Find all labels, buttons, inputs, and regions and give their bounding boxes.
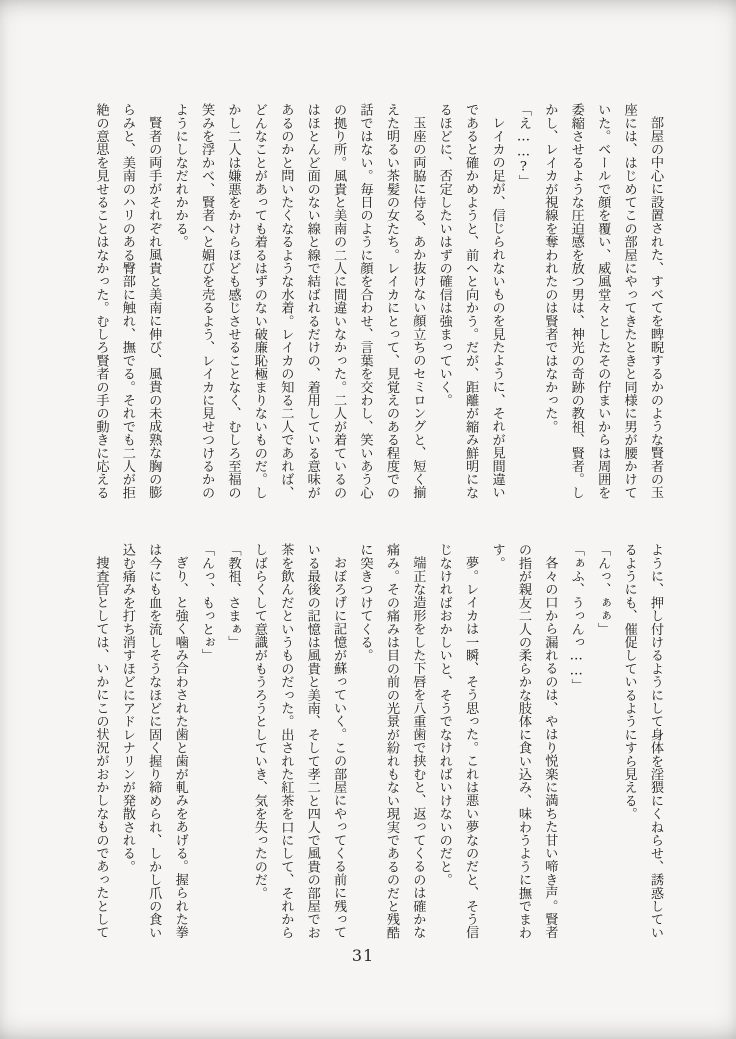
paragraph: レイカの足が、信じられないものを見たように、それが見間違いであると確かめようと、前へと向かう。だが、距離が縮み鮮明になるほどに、否定したいはずの確信は強まっていく。 [436, 103, 505, 499]
paragraph: おぼろげに記憶が蘇っていく。この部屋にやってくる前に残っている最後の記憶は風貴と美南、そして孝二と四人で風貴の部屋でお茶を飲んだというものだった。出された紅茶を口にして、それからしばらくして意識がもうろうとしていき、気を失ったのだ。 [251, 543, 347, 939]
paragraph: 「んっ、ぁぁ」 [595, 543, 611, 636]
paragraph: 「え……?」 [515, 103, 531, 188]
paragraph: 各々の口から漏れるのは、やはり悦楽に満ちた甘い啼き声。賢者の指が親友二人の柔らかな肢体に食い込み、味わうように撫でまわす。 [489, 543, 558, 939]
paragraph: 賢者の両手がそれぞれ風貴と美南に伸び、風貴の未成熟な胸の膨らみと、美南のハリのある臀部に触れ、撫でる。それでも二人が拒絶の意思を見せることはなかった。むしろ賢者の手の動きに応える [93, 103, 162, 499]
paragraph: 夢。レイカは一瞬、そう思った。これは悪い夢なのだと、そう信じなければおかしいと、そうでなければいけないのだと。 [436, 543, 479, 939]
paragraph: 「教祖、さまぁ」 [225, 543, 241, 649]
paragraph: 端正な造形をした下唇を八重歯で挟むと、返ってくるのは確かな痛み。その痛みは目の前の光景が紛れもない現実であるのだと残酷に突きつけてくる。 [357, 543, 426, 939]
paragraph: ぎり、と強く噛み合わされた歯と歯が軋みをあげる。握られた拳は今にも血を流しそうなほどに固く握り締められ、しかし爪の食い込む痛みを打ち消すほどにアドレナリンが発散される。 [119, 543, 188, 939]
text-block-bottom [87, 543, 668, 940]
paragraph: 捜査官としては、いかにこの状況がおかしなものであったとして [93, 556, 109, 939]
text-block-top [87, 103, 668, 500]
paragraph: 部屋の中心に設置された、すべてを睥睨するかのような賢者の玉座には、はじめてこの部屋にやってきたときと同様に男が腰かけていた。ベールで顔を覆い、威風堂々としたその佇まいからは周囲を委縮させるような圧迫感を放つ男は、神光の奇跡の教祖、賢者。しかし、レイカが視線を奪われたのは賢者ではなかった。 [542, 103, 663, 499]
paragraph: 「んっ、もっとぉ」 [199, 543, 215, 662]
paragraph: 玉座の両脇に侍る、あか抜けない顔立ちのセミロングと、短く揃えた明るい茶髪の女たち。レイカにとって、見覚えのある程度での話ではない。毎日のように顔を合わせ、言葉を交わし、笑いあう心の拠り所。風貴と美南の二人に間違いなかった。二人が着ているのはほとんど面のない線と線で結ばれるだけの、着用している意味があるのかと問いたくなるような水着。レイカの知る二人であれば、どんなことがあっても着るはずのない破廉恥極まりないものだ。しかし二人は嫌悪をかけらほども感じさせることなく、むしろ至福の笑みを浮かべ、賢者へと媚びを売るよう、レイカに見せつけるかのようにしなだれかかる。 [172, 103, 426, 499]
page-number: 31 [351, 946, 375, 965]
paragraph: 「ぁふ、うっんっ……」 [568, 543, 584, 692]
paragraph: ように、押し付けるようにして身体を淫猥にくねらせ、誘惑しているようにも、催促しているようにすら見える。 [621, 543, 663, 939]
